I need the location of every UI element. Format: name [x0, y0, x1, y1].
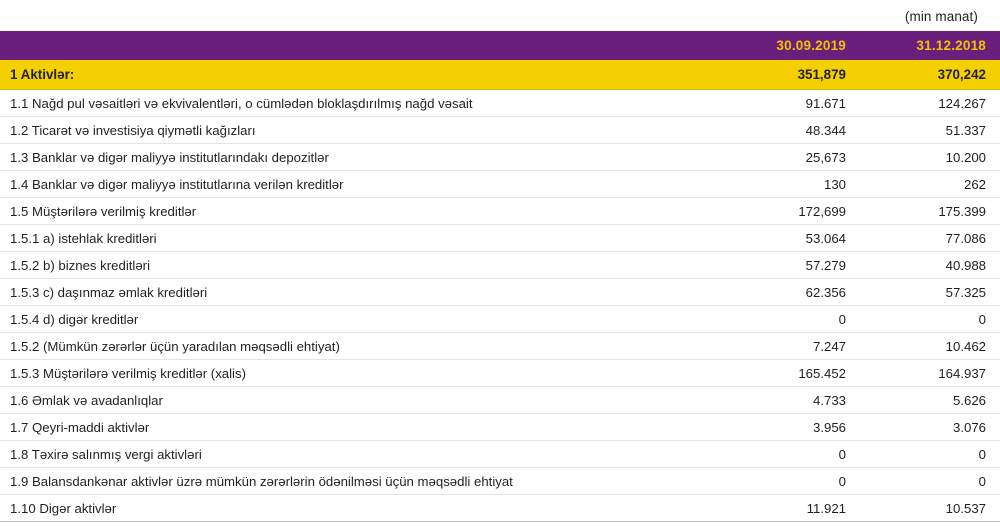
table-row — [0, 333, 1000, 360]
row-value-1: 0 — [700, 441, 860, 468]
row-label: 1.5.3 c) daşınmaz əmlak kreditləri — [0, 279, 700, 306]
row-value-1: 11.921 — [700, 495, 860, 522]
table-row — [0, 414, 1000, 441]
assets-table — [0, 31, 1000, 522]
row-value-2: 10.537 — [860, 495, 1000, 522]
row-value-2: 0 — [860, 441, 1000, 468]
table-row — [0, 90, 1000, 117]
row-value-1: 25,673 — [700, 144, 860, 171]
row-value-2: 0 — [860, 306, 1000, 333]
table-row — [0, 387, 1000, 414]
row-value-2: 10.200 — [860, 144, 1000, 171]
row-value-2: 262 — [860, 171, 1000, 198]
total-row-label: 1 Aktivlər: — [0, 60, 700, 90]
row-value-1: 48.344 — [700, 117, 860, 144]
table-row — [0, 198, 1000, 225]
table-row — [0, 306, 1000, 333]
row-label: 1.5 Müştərilərə verilmiş kreditlər — [0, 198, 700, 225]
table-header-row — [0, 31, 1000, 60]
column-header-date-1: 30.09.2019 — [776, 38, 846, 53]
row-value-1: 62.356 — [700, 279, 860, 306]
row-value-2: 10.462 — [860, 333, 1000, 360]
table-row — [0, 225, 1000, 252]
row-label: 1.8 Təxirə salınmış vergi aktivləri — [0, 441, 700, 468]
total-row-assets — [0, 60, 1000, 90]
row-value-1: 53.064 — [700, 225, 860, 252]
table-row — [0, 252, 1000, 279]
row-label: 1.2 Ticarət və investisiya qiymətli kağızları — [0, 117, 700, 144]
row-label: 1.4 Banklar və digər maliyyə institutlarına verilən kreditlər — [0, 171, 700, 198]
row-value-1: 172,699 — [700, 198, 860, 225]
row-label: 1.5.2 b) biznes kreditləri — [0, 252, 700, 279]
column-header-date-2: 31.12.2018 — [916, 38, 986, 53]
row-value-2: 77.086 — [860, 225, 1000, 252]
row-label: 1.1 Nağd pul vəsaitləri və ekvivalentləri, o cümlədən bloklaşdırılmış nağd vəsait — [0, 90, 700, 117]
row-value-2: 124.267 — [860, 90, 1000, 117]
table-row — [0, 495, 1000, 522]
row-value-1: 7.247 — [700, 333, 860, 360]
table-row — [0, 441, 1000, 468]
row-value-1: 0 — [700, 468, 860, 495]
row-value-2: 164.937 — [860, 360, 1000, 387]
row-label: 1.5.2 (Mümkün zərərlər üçün yaradılan məqsədli ehtiyat) — [0, 333, 700, 360]
row-value-2: 3.076 — [860, 414, 1000, 441]
row-value-2: 40.988 — [860, 252, 1000, 279]
total-row-value-2: 370,242 — [860, 60, 1000, 90]
row-value-1: 91.671 — [700, 90, 860, 117]
table-row — [0, 117, 1000, 144]
row-value-2: 175.399 — [860, 198, 1000, 225]
row-value-1: 165.452 — [700, 360, 860, 387]
row-value-2: 0 — [860, 468, 1000, 495]
row-label: 1.7 Qeyri-maddi aktivlər — [0, 414, 700, 441]
row-value-2: 57.325 — [860, 279, 1000, 306]
column-header-label — [0, 31, 700, 60]
row-label: 1.5.3 Müştərilərə verilmiş kreditlər (xalis) — [0, 360, 700, 387]
row-value-1: 130 — [700, 171, 860, 198]
table-row — [0, 360, 1000, 387]
total-row-value-1: 351,879 — [700, 60, 860, 90]
row-value-1: 4.733 — [700, 387, 860, 414]
row-label: 1.10 Digər aktivlər — [0, 495, 700, 522]
row-value-1: 3.956 — [700, 414, 860, 441]
row-value-2: 5.626 — [860, 387, 1000, 414]
table-row — [0, 144, 1000, 171]
table-header — [0, 31, 1000, 60]
unit-note: (min manat) — [904, 9, 978, 24]
table-row — [0, 279, 1000, 306]
row-value-2: 51.337 — [860, 117, 1000, 144]
row-label: 1.5.1 a) istehlak kreditləri — [0, 225, 700, 252]
row-value-1: 0 — [700, 306, 860, 333]
row-label: 1.6 Əmlak və avadanlıqlar — [0, 387, 700, 414]
row-label: 1.5.4 d) digər kreditlər — [0, 306, 700, 333]
table-row — [0, 171, 1000, 198]
table-body — [0, 60, 1000, 522]
row-label: 1.9 Balansdankənar aktivlər üzrə mümkün zərərlərin ödənilməsi üçün məqsədli ehtiyat — [0, 468, 700, 495]
table-row — [0, 468, 1000, 495]
row-label: 1.3 Banklar və digər maliyyə institutlarındakı depozitlər — [0, 144, 700, 171]
row-value-1: 57.279 — [700, 252, 860, 279]
